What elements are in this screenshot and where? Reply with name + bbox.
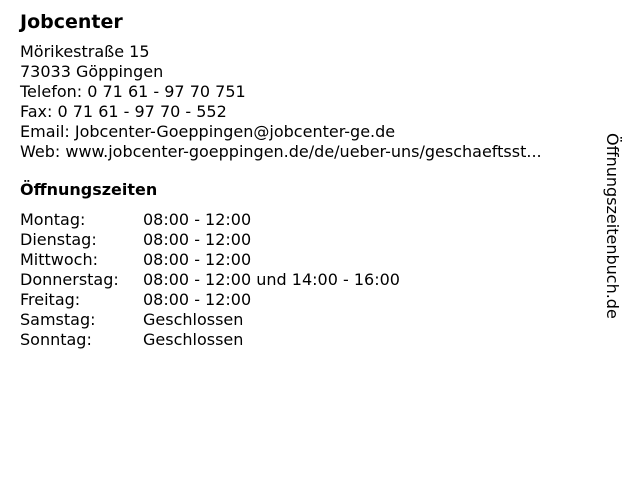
address-street: Mörikestraße 15 (20, 42, 150, 61)
business-card (20, 10, 605, 350)
hours-time: 08:00 - 12:00 (143, 290, 252, 309)
hours-row (20, 230, 605, 250)
opening-hours-list (20, 210, 605, 350)
business-title: Jobcenter (20, 11, 123, 33)
hours-time: 08:00 - 12:00 (143, 250, 252, 269)
email-line: Email: Jobcenter-Goeppingen@jobcenter-ge.de (20, 122, 396, 141)
web-line: Web: www.jobcenter-goeppingen.de/de/ueber-uns/geschaeftsst... (20, 142, 542, 161)
hours-day: Mittwoch: (20, 250, 98, 269)
hours-day: Sonntag: (20, 330, 92, 349)
hours-day: Dienstag: (20, 230, 97, 249)
site-watermark-label: Öffnungszeitenbuch.de (603, 133, 622, 319)
hours-day: Montag: (20, 210, 86, 229)
fax-line: Fax: 0 71 61 - 97 70 - 552 (20, 102, 227, 121)
hours-row (20, 290, 605, 310)
hours-row (20, 210, 605, 230)
hours-row (20, 310, 605, 330)
opening-hours-title: Öffnungszeiten (20, 180, 158, 199)
hours-row (20, 250, 605, 270)
hours-day: Samstag: (20, 310, 96, 329)
hours-time: Geschlossen (143, 330, 244, 349)
hours-day: Donnerstag: (20, 270, 119, 289)
phone-line: Telefon: 0 71 61 - 97 70 751 (20, 82, 246, 101)
hours-time: Geschlossen (143, 310, 244, 329)
address-city: 73033 Göppingen (20, 62, 164, 81)
hours-row (20, 270, 605, 290)
hours-time: 08:00 - 12:00 (143, 210, 252, 229)
hours-time: 08:00 - 12:00 und 14:00 - 16:00 (143, 270, 400, 289)
hours-row (20, 330, 605, 350)
hours-time: 08:00 - 12:00 (143, 230, 252, 249)
hours-day: Freitag: (20, 290, 81, 309)
